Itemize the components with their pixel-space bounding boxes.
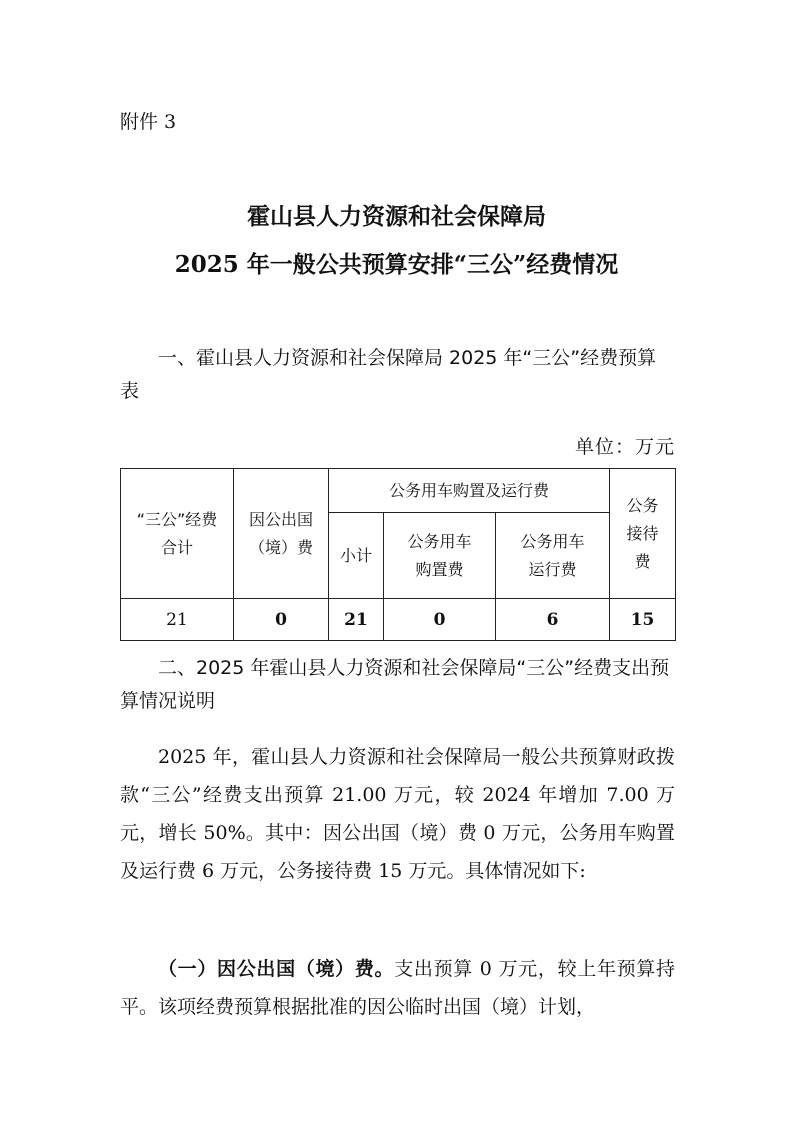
header-vehicle-operation: 公务用车运行费 <box>496 513 610 599</box>
page-title-line1: 霍山县人力资源和社会保障局 <box>247 203 546 230</box>
unit-label: 单位：万元 <box>574 436 675 458</box>
header-total: “三公”经费合计 <box>121 469 234 599</box>
header-vehicle-group: 公务用车购置及运行费 <box>329 469 610 513</box>
header-abroad: 因公出国（境）费 <box>234 469 329 599</box>
header-subtotal: 小计 <box>329 513 384 599</box>
value-subtotal: 21 <box>329 599 384 641</box>
value-vehicle-purchase: 0 <box>384 599 496 641</box>
paragraph-abroad-lead: （一）因公出国（境）费。 <box>158 958 395 980</box>
paragraph-summary: 2025 年，霍山县人力资源和社会保障局一般公共预算财政拨款“三公”经费支出预算 21.00 万元，较 2024 年增加 7.00 万元，增长 50%。其中：因公出国（境）费 0 万元，公务用车购置及运行费 6 万元，公务接待费 15 万元。具体情况如下: <box>120 746 675 882</box>
value-total: 21 <box>121 599 234 641</box>
section1-heading: 一、霍山县人力资源和社会保障局 2025 年“三公”经费预算表 <box>120 347 657 402</box>
value-reception: 15 <box>610 599 676 641</box>
budget-table <box>120 468 676 641</box>
paragraph-abroad-body: 支出预算 0 万元，较上年预算持平。该项经费预算根据批准的因公临时出国（境）计划， <box>120 958 675 1018</box>
header-reception: 公务接待费 <box>610 469 676 599</box>
header-vehicle-purchase: 公务用车购置费 <box>384 513 496 599</box>
value-abroad: 0 <box>234 599 329 641</box>
value-vehicle-operation: 6 <box>496 599 610 641</box>
paragraph-abroad <box>120 950 675 1026</box>
page-title-line2: 2025 年一般公共预算安排“三公”经费情况 <box>174 251 619 278</box>
attachment-label: 附件 3 <box>120 111 177 133</box>
section2-heading: 二、2025 年霍山县人力资源和社会保障局“三公”经费支出预算情况说明 <box>120 657 670 712</box>
